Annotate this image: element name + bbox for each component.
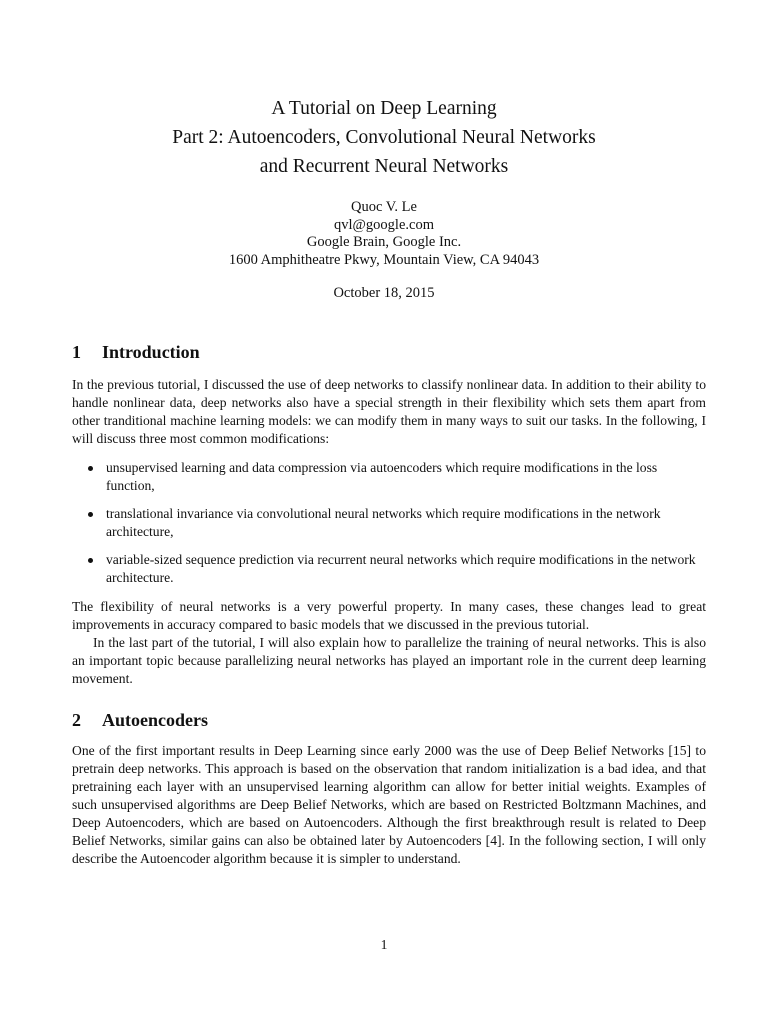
intro-paragraph-1 xyxy=(72,376,706,448)
title-line-1: A Tutorial on Deep Learning xyxy=(271,98,497,119)
list-item xyxy=(72,505,706,541)
author-affiliation: Google Brain, Google Inc. xyxy=(306,234,462,250)
section-heading-autoencoders xyxy=(72,709,208,731)
paragraph-text: One of the first important results in Deep Learning since early 2000 was the use of Deep Belief Networks [15] to pretrain deep networks. This approach is based on the observation that random initialization is a bad idea, and that pretraining each layer with an unsupervised learning algorithm can allow for better initial weights. Examples of such unsupervised algorithms are Deep Belief Networks, which are based on Restricted Boltzmann Machines, and Deep Autoencoders, which are based on Autoencoders. Although the first breakthrough result is related to Deep Belief Networks, similar gains can also be obtained later by Autoencoders [4]. In the following section, I will only describe the Autoencoder algorithm because it is simpler to understand. xyxy=(72,743,706,866)
intro-paragraph-2 xyxy=(72,598,706,688)
author-address: 1600 Amphitheatre Pkwy, Mountain View, CA 94043 xyxy=(228,251,540,268)
bullet-icon xyxy=(88,512,93,517)
page-number: 1 xyxy=(380,937,388,952)
modifications-list xyxy=(72,459,706,597)
section-title: Autoencoders xyxy=(102,710,208,730)
list-item-text: translational invariance via convolutional neural networks which require modifications in the network architecture, xyxy=(106,506,661,539)
paper-date: October 18, 2015 xyxy=(333,285,435,301)
author-email: qvl@google.com xyxy=(334,216,434,233)
author-name: Quoc V. Le xyxy=(351,199,417,215)
paragraph-text: In the previous tutorial, I discussed the use of deep networks to classify nonlinear data. In addition to their ability to handle nonlinear data, deep networks also have a special strength in their flexibility which sets them apart from other tranditional machine learning models: we can modify them in many ways to suit our tasks. In the following, I will discuss three most common modifications: xyxy=(72,377,706,446)
section-heading-introduction xyxy=(72,341,200,363)
paragraph-text: In the last part of the tutorial, I will also explain how to parallelize the training of neural networks. This is also an important topic because parallelizing neural networks has played an important role in the current deep learning movement. xyxy=(72,635,706,686)
list-item-text: unsupervised learning and data compression via autoencoders which require modifications in the loss function, xyxy=(106,460,658,493)
section-number: 1 xyxy=(72,342,81,362)
section-number: 2 xyxy=(72,710,81,730)
title-line-3: and Recurrent Neural Networks xyxy=(259,156,509,177)
author-block xyxy=(0,199,768,269)
bullet-icon xyxy=(88,466,93,471)
paragraph-text: The flexibility of neural networks is a very powerful property. In many cases, these changes lead to great improvements in accuracy compared to basic models that we discussed in the previous tutorial. xyxy=(72,599,706,632)
list-item-text: variable-sized sequence prediction via recurrent neural networks which require modifications in the network architecture. xyxy=(106,552,696,585)
list-item xyxy=(72,551,706,587)
autoencoders-paragraph xyxy=(72,742,706,868)
bullet-icon xyxy=(88,558,93,563)
paper-title xyxy=(0,94,768,181)
list-item xyxy=(72,459,706,495)
section-title: Introduction xyxy=(102,342,200,362)
title-line-2: Part 2: Autoencoders, Convolutional Neural Networks xyxy=(172,127,596,148)
